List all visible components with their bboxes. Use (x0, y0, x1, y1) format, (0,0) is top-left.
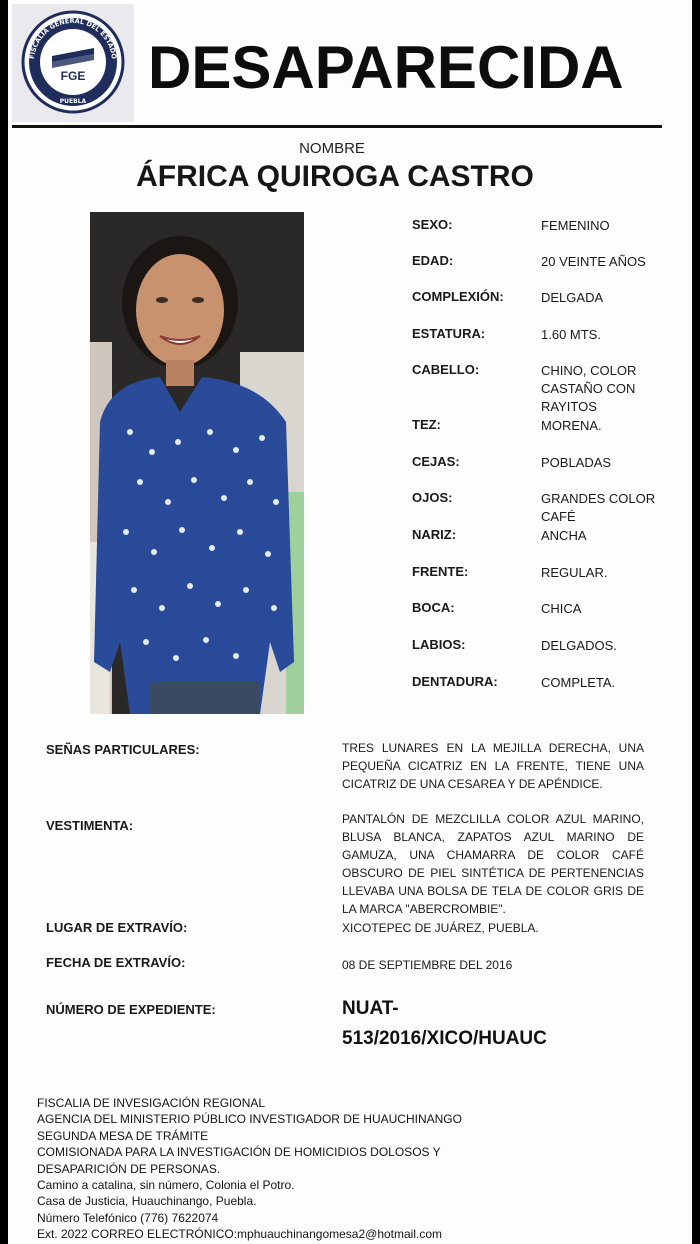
logo-initials: FGE (60, 69, 86, 83)
fge-seal-icon (12, 4, 134, 122)
portrait-illustration (90, 212, 304, 714)
footer-line: DESAPARICIÓN DE PERSONAS. (37, 1161, 221, 1176)
attr-value: GRANDES COLOR CAFÉ (541, 491, 656, 524)
attr-label: SEXO: (412, 217, 453, 232)
person-name: ÁFRICA QUIROGA CASTRO (136, 160, 534, 193)
name-caption: NOMBRE (299, 140, 365, 157)
attr-value: CHINO, COLOR CASTAÑO CON RAYITOS (541, 363, 637, 414)
attr-label: COMPLEXIÓN: (412, 289, 504, 304)
footer-line: AGENCIA DEL MINISTERIO PÚBLICO INVESTIGADOR DE HUAUCHINANGO (37, 1112, 462, 1127)
attr-label: DENTADURA: (412, 674, 498, 689)
poster-headline: DESAPARECIDA (148, 34, 624, 101)
attr-label: EDAD: (412, 253, 454, 268)
person-photo (90, 212, 304, 714)
attr-value: 1.60 MTS. (541, 327, 601, 342)
attr-label: BOCA: (412, 600, 455, 615)
agency-footer (37, 1095, 677, 1243)
attr-value: COMPLETA. (541, 675, 616, 690)
footer-line: Casa de Justicia, Huauchinango, Puebla. (37, 1194, 257, 1209)
vestimenta-text: PANTALÓN DE MEZCLILLA COLOR AZUL MARINO, BLUSA BLANCA, ZAPATOS AZUL MARINO DE GAMUZA, UNA CHAMARRA DE COLOR CAFÉ OBSCURO DE PIEL SINTÉTICA DE PERTENENCIAS LLEVABA UNA BOLSA DE TELA DE COLOR GRIS DE LA MARCA "ABERCROMBIE". (342, 812, 644, 916)
attr-label: NARIZ: (412, 527, 457, 542)
attr-label: TEZ: (412, 417, 441, 432)
missing-person-poster (8, 0, 692, 1244)
attr-label: FRENTE: (412, 564, 469, 579)
footer-line: Número Telefónico (776) 7622074 (37, 1210, 219, 1225)
logo-ring-text: FISCALÍA GENERAL DEL ESTADO (28, 16, 118, 60)
attr-label: CEJAS: (412, 454, 460, 469)
expediente-line-2: 513/2016/XICO/HUAUC (342, 1028, 547, 1049)
footer-line: Camino a catalina, sin número, Colonia el Potro. (37, 1178, 295, 1193)
attr-value: 20 VEINTE AÑOS (541, 254, 646, 269)
attr-value: ANCHA (541, 528, 587, 543)
vestimenta-label: VESTIMENTA: (46, 818, 134, 833)
attr-label: OJOS: (412, 490, 453, 505)
expediente-line-1: NUAT- (342, 998, 399, 1019)
lugar-text: XICOTEPEC DE JUÁREZ, PUEBLA. (342, 921, 539, 935)
attr-label: ESTATURA: (412, 326, 486, 341)
footer-email-line[interactable]: Ext. 2022 CORREO ELECTRÓNICO:mphuauchinangomesa2@hotmail.com (37, 1227, 443, 1242)
expediente-label: NÚMERO DE EXPEDIENTE: (46, 1002, 216, 1017)
senas-label: SEÑAS PARTICULARES: (46, 742, 200, 757)
footer-line: COMISIONADA PARA LA INVESTIGACIÓN DE HOMICIDIOS DOLOSOS Y (37, 1145, 441, 1160)
attr-value: DELGADA (541, 290, 604, 305)
logo-bottom-text: PUEBLA (59, 98, 87, 105)
senas-text: TRES LUNARES EN LA MEJILLA DERECHA, UNA PEQUEÑA CICATRIZ EN LA FRENTE, TIENE UNA CICATRIZ DE UNA CESAREA Y DE APÉNDICE. (342, 741, 644, 791)
expediente-number (342, 994, 642, 1054)
fecha-label: FECHA DE EXTRAVÍO: (46, 955, 186, 970)
footer-line: FISCALIA DE INVESIGACIÓN REGIONAL (37, 1096, 266, 1110)
attr-label: LABIOS: (412, 637, 466, 652)
attr-value: FEMENINO (541, 218, 610, 233)
attr-value: CHICA (541, 601, 582, 616)
attr-value: DELGADOS. (541, 638, 617, 653)
fecha-text: 08 DE SEPTIEMBRE DEL 2016 (342, 958, 513, 972)
attr-value: REGULAR. (541, 565, 608, 580)
header-divider (12, 125, 662, 128)
lugar-label: LUGAR DE EXTRAVÍO: (46, 920, 188, 935)
attr-value: POBLADAS (541, 455, 612, 470)
fge-logo (12, 4, 134, 122)
attr-value: MORENA. (541, 418, 602, 433)
footer-line: SEGUNDA MESA DE TRÁMITE (37, 1128, 209, 1143)
attr-label: CABELLO: (412, 362, 480, 377)
